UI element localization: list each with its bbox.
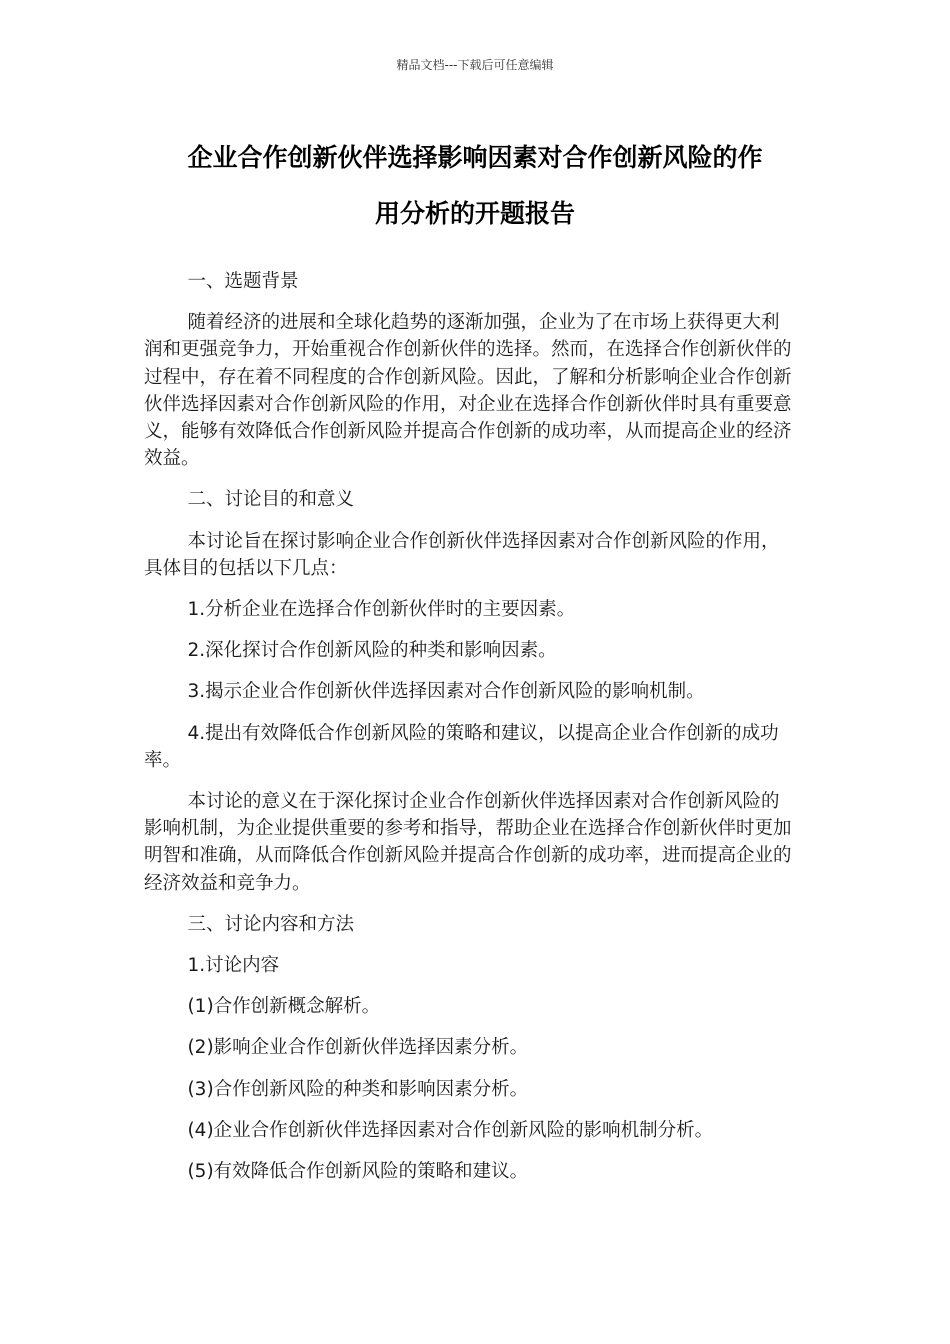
content-item-2: (2)影响企业合作创新伙伴选择因素分析。	[187, 1037, 529, 1059]
purpose-item-3: 3.揭示企业合作创新伙伴选择因素对合作创新风险的影响机制。	[187, 681, 705, 703]
purpose-item-4: 4.提出有效降低合作创新风险的策略和建议，以提高企业合作创新的成功率。	[144, 722, 779, 771]
content-item-5: (5)有效降低合作创新风险的策略和建议。	[187, 1161, 529, 1183]
section-heading-purpose: 二、讨论目的和意义	[187, 489, 354, 511]
section-heading-background: 一、选题背景	[187, 271, 299, 292]
content-item-3: (3)合作创新风险的种类和影响因素分析。	[187, 1078, 529, 1100]
purpose-item-2: 2.深化探讨合作创新风险的种类和影响因素。	[187, 640, 557, 662]
document-body	[144, 268, 794, 1199]
purpose-item-1: 1.分析企业在选择合作创新伙伴时的主要因素。	[187, 599, 576, 621]
purpose-intro-paragraph: 本讨论旨在探讨影响企业合作创新伙伴选择因素对合作创新风险的作用，具体目的包括以下几点：	[144, 530, 780, 579]
section-heading-content-method: 三、讨论内容和方法	[187, 913, 354, 935]
page-header: 精品文档---下载后可任意编辑	[396, 58, 554, 72]
background-paragraph: 随着经济的进展和全球化趋势的逐渐加强，企业为了在市场上获得更大利润和更强竞争力，开始重视合作创新伙伴的选择。然而，在选择合作创新伙伴的过程中，存在着不同程度的合作创新风险。因此，了解和分析影响企业合作创新伙伴选择因素对合作创新风险的作用，对企业在选择合作创新伙伴时具有重要意义，能够有效降低合作创新风险并提高合作创新的成功率，从而提高企业的经济效益。	[144, 312, 792, 470]
content-subheading: 1.讨论内容	[187, 955, 280, 977]
content-item-4: (4)企业合作创新伙伴选择因素对合作创新风险的影响机制分析。	[187, 1119, 714, 1141]
document-title	[140, 130, 810, 242]
content-item-1: (1)合作创新概念解析。	[187, 996, 381, 1018]
title-line-2: 用分析的开题报告	[374, 199, 575, 228]
title-line-1: 企业合作创新伙伴选择影响因素对合作创新风险的作	[187, 143, 763, 172]
significance-paragraph: 本讨论的意义在于深化探讨企业合作创新伙伴选择因素对合作创新风险的影响机制，为企业提供重要的参考和指导，帮助企业在选择合作创新伙伴时更加明智和准确，从而降低合作创新风险并提高合作创新的成功率，进而提高企业的经济效益和竞争力。	[144, 791, 792, 894]
